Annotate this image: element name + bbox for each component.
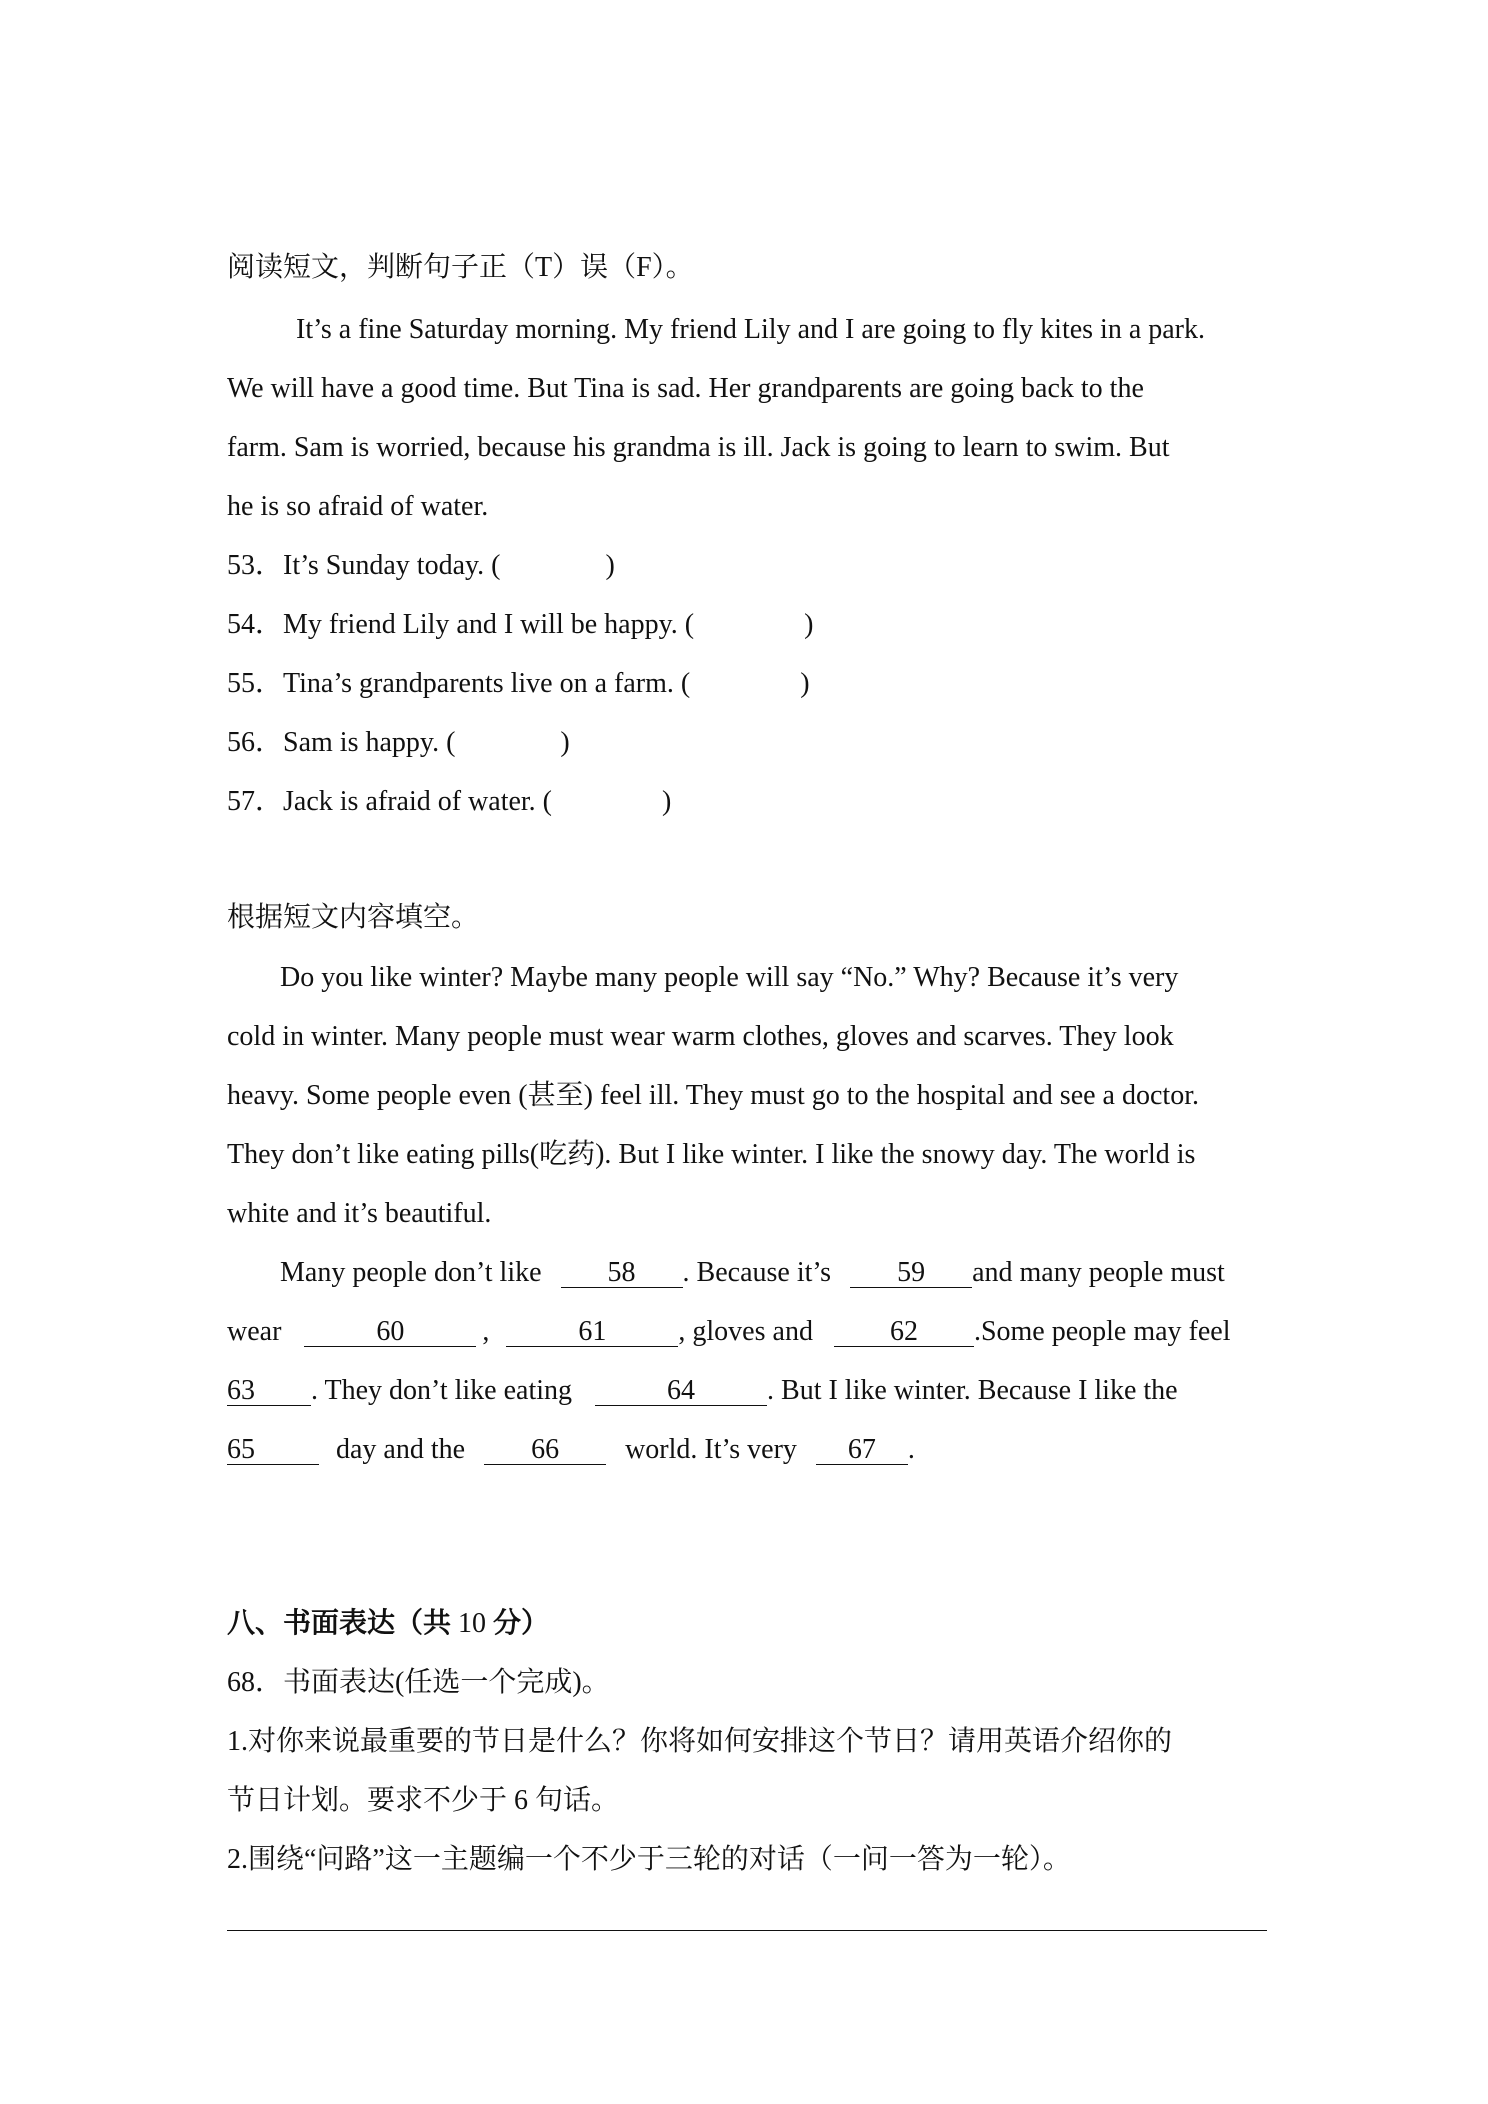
passage2-line-1: Do you like winter? Maybe many people will say “No.” Why? Because it’s very (280, 962, 1179, 993)
fill-text: . Because it’s (682, 1257, 832, 1288)
fill-text: , (482, 1316, 490, 1347)
passage1-line-3: farm. Sam is worried, because his grandma is ill. Jack is going to learn to swim. But (227, 432, 1170, 463)
passage2-line-3: heavy. Some people even (甚至) feel ill. They must go to the hospital and see a doctor. (227, 1080, 1199, 1111)
fill-text: and many people must (972, 1257, 1225, 1288)
close-paren: ) (662, 786, 672, 817)
question-number: 57． (227, 786, 284, 817)
fill-text: . (907, 1434, 915, 1465)
fill-text: day and the (336, 1434, 466, 1465)
blank-66[interactable]: 66 (484, 1435, 606, 1465)
close-paren: ) (605, 550, 615, 581)
question-54 (227, 611, 813, 639)
question-68: 68．书面表达(任选一个完成)。 (227, 1667, 610, 1698)
fill-text: . They don’t like eating (311, 1375, 573, 1406)
close-paren: ) (804, 609, 814, 640)
question-56 (227, 729, 570, 757)
fill-text: , gloves and (678, 1316, 813, 1347)
passage2-line-4: They don’t like eating pills(吃药). But I like winter. I like the snowy day. The world is (227, 1139, 1196, 1170)
question-53 (227, 552, 615, 580)
answer-writing-line[interactable] (227, 1930, 1267, 1931)
question-text: Jack is afraid of water. ( (283, 786, 553, 817)
close-paren: ) (560, 727, 570, 758)
blank-59[interactable]: 59 (850, 1258, 972, 1288)
blank-64[interactable]: 64 (595, 1376, 767, 1406)
section-heading-writing (227, 1610, 549, 1638)
blank-63[interactable]: 63 (227, 1376, 311, 1406)
question-number: 56． (227, 727, 284, 758)
passage2-line-5: white and it’s beautiful. (227, 1198, 492, 1229)
blank-65[interactable]: 65 (227, 1435, 319, 1465)
blank-62[interactable]: 62 (834, 1317, 974, 1347)
passage1-line-1: It’s a fine Saturday morning. My friend Lily and I are going to fly kites in a park. (296, 314, 1206, 345)
heading-score: 10 (458, 1608, 487, 1639)
instruction-true-false: 阅读短文，判断句子正（T）误（F）。 (227, 252, 694, 283)
question-57 (227, 788, 671, 816)
instruction-fill-blanks: 根据短文内容填空。 (227, 902, 480, 933)
passage1-line-4: he is so afraid of water. (227, 491, 489, 522)
heading-text: 分） (486, 1608, 550, 1639)
blank-60[interactable]: 60 (304, 1317, 476, 1347)
blank-58[interactable]: 58 (561, 1258, 683, 1288)
blank-67[interactable]: 67 (816, 1435, 908, 1465)
fill-line-4 (227, 1435, 915, 1465)
fill-text: world. It’s very (625, 1434, 797, 1465)
passage1-line-2: We will have a good time. But Tina is sad. Her grandparents are going back to the (227, 373, 1144, 404)
question-number: 54． (227, 609, 284, 640)
passage2-line-2: cold in winter. Many people must wear warm clothes, gloves and scarves. They look (227, 1021, 1174, 1052)
fill-text: wear (227, 1316, 282, 1347)
question-number: 55． (227, 668, 284, 699)
fill-line-2 (227, 1317, 1231, 1347)
question-text: Sam is happy. ( (283, 727, 456, 758)
option-2: 2.围绕“问路”这一主题编一个不少于三轮的对话（一问一答为一轮）。 (227, 1844, 1071, 1875)
blank-61[interactable]: 61 (506, 1317, 678, 1347)
question-number: 53． (227, 550, 284, 581)
fill-line-3 (227, 1376, 1178, 1406)
option-1-line-1: 1.对你来说最重要的节日是什么？你将如何安排这个节日？请用英语介绍你的 (227, 1726, 1173, 1757)
fill-text: Many people don’t like (280, 1257, 542, 1288)
option-1-line-2: 节日计划。要求不少于 6 句话。 (227, 1785, 620, 1816)
question-text: Tina’s grandparents live on a farm. ( (283, 668, 691, 699)
fill-text: .Some people may feel (973, 1316, 1231, 1347)
question-text: My friend Lily and I will be happy. ( (283, 609, 695, 640)
fill-text: . But I like winter. Because I like the (767, 1375, 1178, 1406)
fill-line-1 (280, 1258, 1225, 1288)
question-text: It’s Sunday today. ( (283, 550, 501, 581)
question-55 (227, 670, 810, 698)
heading-text: 八、书面表达（共 (227, 1608, 459, 1639)
close-paren: ) (800, 668, 810, 699)
